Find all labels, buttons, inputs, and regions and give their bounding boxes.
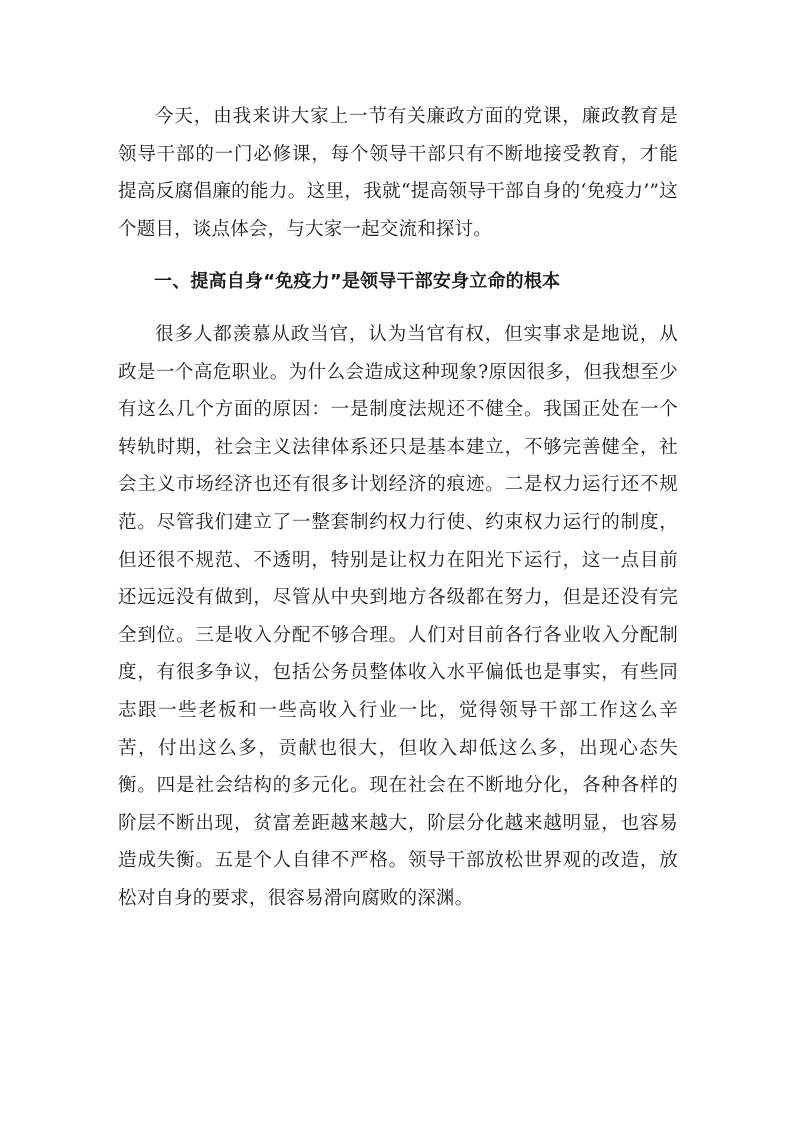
- section-1-paragraph: 很多人都羡慕从政当官，认为当官有权，但实事求是地说，从政是一个高危职业。为什么会造成这种现象?原因很多，但我想至少有这么几个方面的原因：一是制度法规还不健全。我国正处在一个转轨时期，社会主义法律体系还只是基本建立，不够完善健全，社会主义市场经济也还有很多计划经济的痕迹。二是权力运行还不规范。尽管我们建立了一整套制约权力行使、约束权力运行的制度，但还很不规范、不透明，特别是让权力在阳光下运行，这一点目前还远远没有做到，尽管从中央到地方各级都在努力，但是还没有完全到位。三是收入分配不够合理。人们对目前各行各业收入分配制度，有很多争议，包括公务员整体收入水平偏低也是事实，有些同志跟一些老板和一些高收入行业一比，觉得领导干部工作这么辛苦，付出这么多，贡献也很大，但收入却低这么多，出现心态失衡。四是社会结构的多元化。现在社会在不断地分化，各种各样的阶层不断出现，贫富差距越来越大，阶层分化越来越明显，也容易造成失衡。五是个人自律不严格。领导干部放松世界观的改造，放松对自身的要求，很容易滑向腐败的深渊。: [118, 323, 678, 909]
- document-body: [118, 98, 678, 917]
- section-1-heading: 一、提高自身“免疫力”是领导干部安身立命的根本: [154, 271, 561, 293]
- intro-paragraph: 今天，由我来讲大家上一节有关廉政方面的党课，廉政教育是领导干部的一门必修课，每个领导干部只有不断地接受教育，才能提高反腐倡廉的能力。这里，我就“提高领导干部自身的‘免疫力’”这个题目，谈点体会，与大家一起交流和探讨。: [118, 106, 678, 240]
